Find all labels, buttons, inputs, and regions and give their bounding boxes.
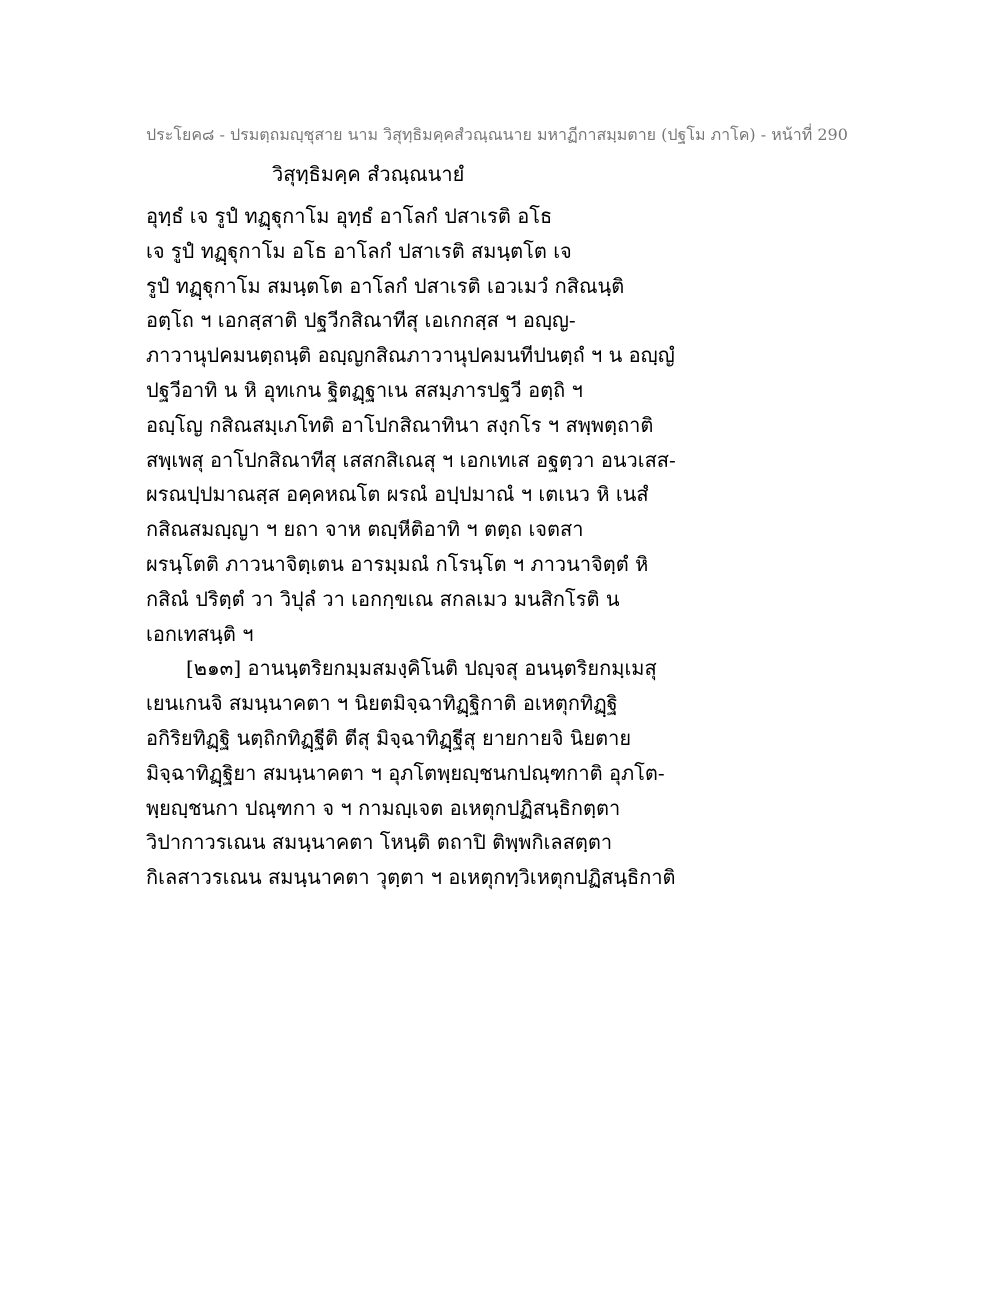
text-line: อกิริยทิฏฺฐิ นตฺถิกทิฏฺฐีติ ตีสุ มิจฺฉาทิฏฺฐีสุ ยายกายจิ นิยตาย: [146, 725, 632, 750]
text-line: อุทฺธํ เจ รูปํ ทฏฺฐุกาโม อุทฺธํ อาโลกํ ปสาเรติ อโธ: [146, 204, 553, 228]
text-line: สพฺเพสุ อาโปกสิณาทีสุ เสสกสิเณสุ ฯ เอกเทเส อฐตฺวา อนวเสส-: [146, 447, 676, 472]
text-line: กสิณํ ปริตฺตํ วา วิปุลํ วา เอกกฺขเณ สกลเมว มนสิกโรติ น: [146, 586, 620, 611]
text-line: ผรณปฺปมาณสฺส อคฺคหณโต ผรณํ อปฺปมาณํ ฯ เตเนว หิ เนสํ: [146, 482, 649, 507]
text-line: เยนเกนจิ สมนฺนาคตา ฯ นิยตมิจฺฉาทิฏฺฐิกาติ อเหตุกทิฏฺฐิ: [146, 691, 618, 716]
text-line: พฺยญฺชนกา ปณฺฑกา จ ฯ กามญฺเจต อเหตุกปฏิสนฺธิกตฺตา: [146, 795, 621, 820]
text-line: อญฺโญ กสิณสมฺเภโทติ อาโปกสิณาทินา สงฺกโร ฯ สพฺพตฺถาติ: [146, 412, 654, 437]
running-header: ประโยค๘ - ปรมตฺถมญฺชุสาย นาม วิสุทฺธิมคฺคสํวณฺณนาย มหาฏีกาสมฺมตาย (ปฐโม ภาโค) - หน้าที่ 290: [146, 125, 848, 144]
text-line: อตฺโถ ฯ เอกสฺสาติ ปฐวีกสิณาทีสุ เอเกกสฺส ฯ อญฺญ-: [146, 308, 576, 333]
text-line: รูปํ ทฏฺฐุกาโม สมนฺตโต อาโลกํ ปสาเรติ เอวเมวํ กสิณนฺติ: [146, 273, 625, 298]
text-line: วิปากาวรเณน สมนฺนาคตา โหนฺติ ตถาปิ ติพฺพกิเลสตฺตา: [146, 830, 613, 855]
body-text: [146, 199, 706, 895]
book-title: วิสุทฺธิมคฺค สํวณฺณนายํ: [272, 162, 465, 186]
text-line: ภาวานุปคมนตฺถนฺติ อญฺญกสิณภาวานุปคมนทีปนตฺถํ ฯ น อญฺญํ: [146, 343, 675, 368]
text-line: กิเลสาวรเณน สมนฺนาคตา วุตฺตา ฯ อเหตุกทฺวิเหตุกปฏิสนฺธิกาติ: [146, 865, 676, 890]
text-line: เอกเทสนฺติ ฯ: [146, 621, 254, 646]
text-line: เจ รูปํ ทฏฺฐุกาโม อโธ อาโลกํ ปสาเรติ สมนฺตโต เจ: [146, 238, 572, 263]
paragraph-start-line: [๒๑๓] อานนฺตริยกมฺมสมงฺคิโนติ ปญฺจสุ อนนฺตริยกมฺเมสุ: [186, 656, 657, 681]
text-line: ปฐวีอาทิ น หิ อุทเกน ฐิตฏฺฐาเน สสมฺภารปฐวี อตฺถิ ฯ: [146, 377, 583, 402]
text-line: กสิณสมญฺญา ฯ ยถา จาห ตญฺหีติอาทิ ฯ ตตฺถ เจตสา: [146, 517, 584, 542]
text-line: มิจฺฉาทิฏฺฐิยา สมนฺนาคตา ฯ อุภโตพฺยญฺชนกปณฺฑกาติ อุภโต-: [146, 760, 665, 785]
text-line: ผรนฺโตติ ภาวนาจิตฺเตน อารมฺมณํ กโรนฺโต ฯ ภาวนาจิตฺตํ หิ: [146, 551, 649, 576]
